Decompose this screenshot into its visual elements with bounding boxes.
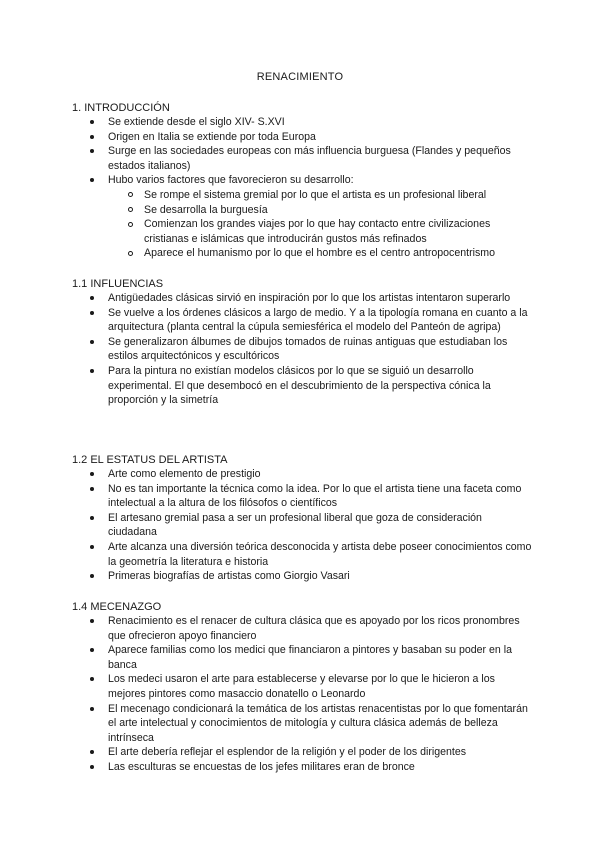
sub-list-item: Aparece el humanismo por lo que el hombre es el centro antropocentrismo [72, 246, 532, 261]
bullet-list [72, 115, 532, 261]
section-heading: 1.4 MECENAZGO [72, 601, 162, 613]
section-estatus-artista [72, 453, 532, 584]
sub-list-item: Se rompe el sistema gremial por lo que el artista es un profesional liberal [72, 188, 532, 203]
sub-list-item: Se desarrolla la burguesía [72, 203, 532, 218]
list-item: Surge en las sociedades europeas con más influencia burguesa (Flandes y pequeños estados italianos) [72, 144, 532, 173]
list-item: Los medeci usaron el arte para establecerse y elevarse por lo que le hicieron a los mejores pintores como masaccio donatello o Leonardo [72, 672, 532, 701]
list-item: El mecenago condicionará la temática de los artistas renacentistas por lo que fomentarán el arte intelectual y conocimientos de mitología y cultura clásica además de belleza intrínseca [72, 702, 532, 746]
list-item: Primeras biografías de artistas como Giorgio Vasari [72, 569, 532, 584]
section-heading: 1. INTRODUCCIÓN [72, 102, 170, 114]
list-item: Se generalizaron álbumes de dibujos tomados de ruinas antiguas que estudiaban los estilos arquitectónicos y escultóricos [72, 335, 532, 364]
document-title: RENACIMIENTO [256, 71, 344, 83]
list-item: Se vuelve a los órdenes clásicos a largo de medio. Y a la tipología romana en cuanto a la arquitectura (planta central la cúpula semiesférica el modelo del Panteón de agripa) [72, 306, 532, 335]
list-item: Antigüedades clásicas sirvió en inspiración por lo que los artistas intentaron superarlo [72, 291, 532, 306]
bullet-list [72, 467, 532, 584]
section-introduccion [72, 101, 532, 261]
list-item: Se extiende desde el siglo XIV- S.XVI [72, 115, 532, 130]
sub-bullet-list [108, 188, 532, 261]
list-item: Hubo varios factores que favorecieron su desarrollo: Se rompe el sistema gremial por lo que el artista es un profesional liberal Se desarrolla la burguesía Comienzan los grandes viajes por lo que hay contacto entre civilizaciones cristianas e islámicas que introducirán gustos más refinados Aparece el humanismo por lo que el hombre es el centro antropocentrismo [72, 173, 532, 261]
list-item: El artesano gremial pasa a ser un profesional liberal que goza de consideración ciudadana [72, 511, 532, 540]
list-item: No es tan importante la técnica como la idea. Por lo que el artista tiene una faceta como intelectual a la altura de los filósofos o científicos [72, 482, 532, 511]
section-mecenazgo [72, 600, 532, 775]
sub-list-item: Comienzan los grandes viajes por lo que hay contacto entre civilizaciones cristianas e islámicas que introducirán gustos más refinados [72, 217, 532, 246]
bullet-list [72, 291, 532, 408]
list-item: Aparece familias como los medici que financiaron a pintores y basaban su poder en la banca [72, 643, 532, 672]
bullet-list [72, 614, 532, 775]
list-item: Arte alcanza una diversión teórica desconocida y artista debe poseer conocimientos como la geometría la literatura e historia [72, 540, 532, 569]
list-item: Origen en Italia se extiende por toda Europa [72, 130, 532, 145]
list-item: Arte como elemento de prestigio [72, 467, 532, 482]
section-heading: 1.1 INFLUENCIAS [72, 278, 164, 290]
list-item: El arte debería reflejar el esplendor de la religión y el poder de los dirigentes [72, 745, 532, 760]
section-heading: 1.2 EL ESTATUS DEL ARTISTA [72, 454, 228, 466]
list-item: Para la pintura no existían modelos clásicos por lo que se siguió un desarrollo experimental. El que desembocó en el descubrimiento de la perspectiva cónica la proporción y la simetría [72, 364, 532, 408]
section-influencias [72, 277, 532, 408]
list-item: Las esculturas se encuestas de los jefes militares eran de bronce [72, 760, 532, 775]
list-item: Renacimiento es el renacer de cultura clásica que es apoyado por los ricos pronombres que ofrecieron apoyo financiero [72, 614, 532, 643]
